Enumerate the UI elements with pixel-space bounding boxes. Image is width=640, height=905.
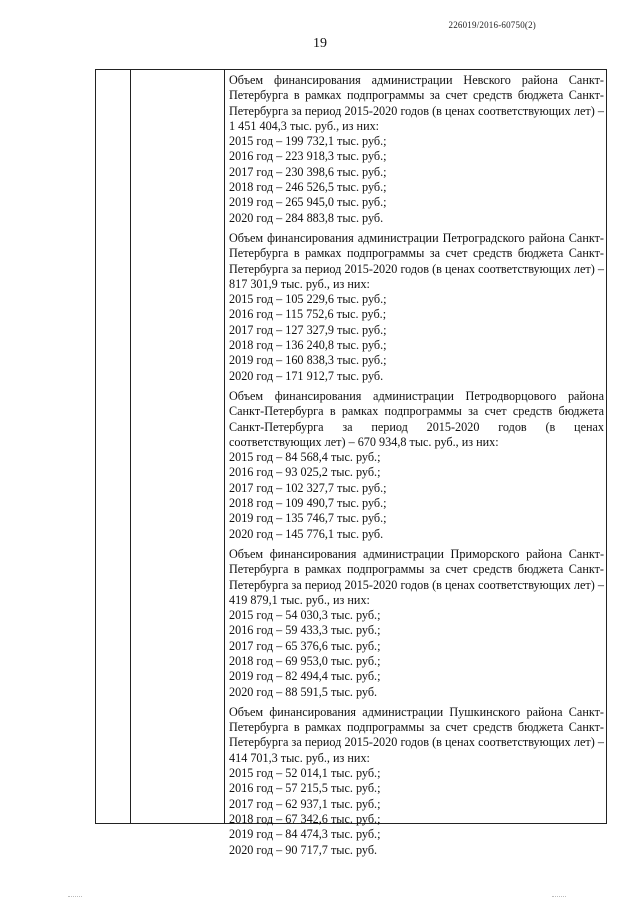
year-amount-line: 2017 год – 127 327,9 тыс. руб.; [229, 322, 387, 337]
year-amount-line: 2019 год – 82 494,4 тыс. руб.; [229, 669, 381, 684]
year-amount-line: 2017 год – 102 327,7 тыс. руб.; [229, 480, 387, 495]
year-amount-line: 2019 год – 84 474,3 тыс. руб.; [229, 827, 381, 842]
financing-block-text: Объем финансирования администрации Невского района Санкт-Петербурга в рамках подпрограммы за счет средств бюджета Санкт-Петербурга за период 2015-2020 годов (в ценах соответствующих лет) – 1 451 404,3 тыс. руб., из них: [229, 73, 604, 133]
year-amount-line: 2018 год – 246 526,5 тыс. руб.; [229, 180, 387, 195]
year-amount-line: 2020 год – 171 912,7 тыс. руб. [229, 368, 384, 383]
financing-cell [229, 73, 604, 863]
financing-block-petrodvortsovy [229, 389, 604, 542]
year-amount-line: 2015 год – 52 014,1 тыс. руб.; [229, 766, 381, 781]
year-amount-line: 2017 год – 230 398,6 тыс. руб.; [229, 164, 387, 179]
year-amount-line: 2016 год – 93 025,2 тыс. руб.; [229, 465, 381, 480]
year-amount-line: 2019 год – 265 945,0 тыс. руб.; [229, 195, 387, 210]
financing-block-nevsky [229, 73, 604, 226]
document-id: 226019/2016-60750(2) [448, 20, 536, 30]
financing-block-text: Объем финансирования администрации Пушкинского района Санкт-Петербурга в рамках подпрограммы за счет средств бюджета Санкт-Петербурга за период 2015-2020 годов (в ценах соответствующих лет) – 414 701,3 тыс. руб., из них: [229, 704, 604, 765]
year-amount-line: 2020 год – 90 717,7 тыс. руб. [229, 842, 378, 857]
year-amount-line: 2019 год – 135 746,7 тыс. руб.; [229, 511, 387, 526]
year-amount-line: 2016 год – 59 433,3 тыс. руб.; [229, 623, 381, 638]
year-amount-line: 2020 год – 284 883,8 тыс. руб. [229, 210, 384, 225]
year-amount-line: 2018 год – 136 240,8 тыс. руб.; [229, 338, 387, 353]
year-amount-line: 2016 год – 115 752,6 тыс. руб.; [229, 307, 387, 322]
scan-artifacts [0, 893, 640, 897]
year-amount-line: 2017 год – 62 937,1 тыс. руб.; [229, 796, 381, 811]
year-amount-line: 2018 год – 69 953,0 тыс. руб.; [229, 653, 381, 668]
financing-table [95, 69, 607, 857]
scan-mark [552, 896, 566, 897]
year-amount-line: 2020 год – 145 776,1 тыс. руб. [229, 526, 384, 541]
year-amount-line: 2018 год – 109 490,7 тыс. руб.; [229, 496, 387, 511]
financing-block-text: Объем финансирования администрации Петроградского района Санкт-Петербурга в рамках подпрограммы за счет средств бюджета Санкт-Петербурга за период 2015-2020 годов (в ценах соответствующих лет) – 817 301,9 тыс. руб., из них: [229, 230, 604, 291]
year-amount-line: 2016 год – 223 918,3 тыс. руб.; [229, 149, 387, 164]
year-amount-line: 2015 год – 84 568,4 тыс. руб.; [229, 450, 381, 465]
year-amount-line: 2015 год – 199 732,1 тыс. руб.; [229, 134, 387, 149]
year-amount-line: 2015 год – 105 229,6 тыс. руб.; [229, 292, 387, 307]
financing-block-petrogradsky [229, 231, 604, 384]
year-amount-line: 2015 год – 54 030,3 тыс. руб.; [229, 608, 381, 623]
year-amount-line: 2019 год – 160 838,3 тыс. руб.; [229, 353, 387, 368]
year-amount-line: 2016 год – 57 215,5 тыс. руб.; [229, 781, 381, 796]
table-column-divider-1 [130, 70, 131, 823]
year-amount-line: 2018 год – 67 342,6 тыс. руб.; [229, 811, 381, 826]
scan-mark [68, 896, 82, 897]
financing-block-pushkinsky [229, 705, 604, 858]
financing-block-primorsky [229, 547, 604, 700]
financing-block-text: Объем финансирования администрации Петродворцового района Санкт-Петербурга в рамках подпрограммы за счет средств бюджета Санкт-Петербурга за период 2015-2020 годов (в ценах соответствующих лет) – 670 934,8 тыс. руб., из них: [229, 388, 604, 449]
year-amount-line: 2017 год – 65 376,6 тыс. руб.; [229, 638, 381, 653]
financing-block-text: Объем финансирования администрации Приморского района Санкт-Петербурга в рамках подпрограммы за счет средств бюджета Санкт-Петербурга за период 2015-2020 годов (в ценах соответствующих лет) – 419 879,1 тыс. руб., из них: [229, 546, 604, 607]
year-amount-line: 2020 год – 88 591,5 тыс. руб. [229, 684, 378, 699]
table-column-divider-2 [224, 70, 225, 823]
page-number: 19 [313, 36, 327, 51]
